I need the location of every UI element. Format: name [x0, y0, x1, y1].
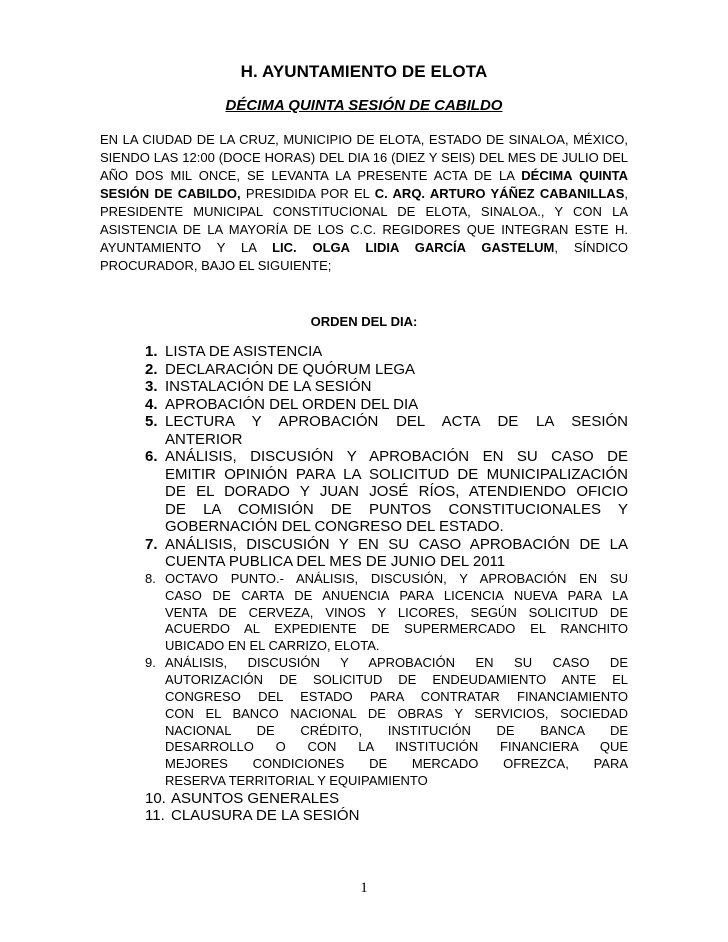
agenda-item	[145, 396, 628, 414]
agenda-item-line: VENTA DE CERVEZA, VINOS Y LICORES, SEGÚN SOLICITUD DE	[165, 604, 628, 620]
agenda-item-line: OCTAVO PUNTO.- ANÁLISIS, DISCUSIÓN, Y APROBACIÓN EN SU	[165, 571, 628, 586]
intro-paragraph	[100, 131, 628, 275]
agenda-item-line: NACIONAL DE CRÉDITO, INSTITUCIÓN DE BANCA DE	[165, 722, 628, 738]
agenda-item-number: 5.	[145, 413, 158, 430]
agenda-item-number: 7.	[145, 535, 158, 553]
agenda-item-number: 11.	[145, 807, 165, 825]
intro-text: , PRESIDENTE MUNICIPAL CONSTITUCIONAL DE ELOTA, SINALOA., Y CON LA ASISTENCIA DE LA MAYORÍA DE LOS C.C. REGIDORES QUE INTEGRAN ESTE H. AYUNTAMIENTO Y LA	[100, 186, 628, 255]
agenda-item-line: CLAUSURA DE LA SESIÓN	[171, 807, 360, 825]
intro-session-name: DÉCIMA QUINTA SESIÓN DE CABILDO,	[100, 168, 629, 201]
agenda-item-line: ANTERIOR	[165, 430, 243, 448]
agenda-item-line: AUTORIZACIÓN DE SOLICITUD DE ENDEUDAMIENTO ANTE EL	[165, 672, 628, 688]
agenda-list	[145, 343, 628, 825]
agenda-item-line: CASO DE CARTA DE ANUENCIA PARA LICENCIA NUEVA PARA LA	[165, 587, 628, 603]
agenda-title: ORDEN DEL DIA:	[310, 314, 418, 329]
agenda-item-line: LISTA DE ASISTENCIA	[165, 343, 323, 360]
agenda-item-text	[165, 655, 628, 789]
agenda-item-number: 8.	[145, 571, 156, 586]
agenda-item-line: INSTALACIÓN DE LA SESIÓN	[165, 378, 372, 395]
agenda-item-line: ACUERDO AL EXPEDIENTE DE SUPERMERCADO EL RANCHITO	[165, 621, 628, 637]
agenda-item-line: ANÁLISIS, DISCUSIÓN Y APROBACIÓN EN SU CASO DE	[165, 655, 628, 671]
agenda-item-text	[165, 343, 628, 361]
agenda-item	[145, 807, 628, 825]
intro-sindico-name: LIC. OLGA LIDIA GARCÍA GASTELUM	[272, 240, 555, 255]
agenda-item	[145, 571, 628, 655]
agenda-item-line: ANÁLISIS, DISCUSIÓN Y EN SU CASO APROBACIÓN DE LA	[165, 535, 628, 553]
agenda-item-line: CONGRESO DEL ESTADO PARA CONTRATAR FINANCIAMIENTO	[165, 689, 628, 705]
agenda-item-text	[165, 536, 628, 571]
agenda-item	[145, 361, 628, 379]
agenda-item-text	[165, 396, 628, 414]
agenda-item-number: 10.	[145, 789, 166, 807]
agenda-item-line: DE EL DORADO Y JUAN JOSÉ RÍOS, ATENDIENDO OFICIO	[165, 483, 628, 500]
agenda-item-line: LECTURA Y APROBACIÓN DEL ACTA DE LA SESIÓN	[165, 413, 628, 430]
agenda-item	[145, 448, 628, 536]
agenda-item-number: 4.	[145, 395, 158, 413]
agenda-item	[145, 378, 628, 396]
agenda-item	[145, 343, 628, 361]
agenda-item-line: UBICADO EN EL CARRIZO, ELOTA.	[165, 638, 380, 654]
agenda-item-line: ANÁLISIS, DISCUSIÓN Y APROBACIÓN EN SU CASO DE	[165, 448, 628, 465]
agenda-item	[145, 790, 628, 808]
agenda-item-text	[171, 807, 359, 825]
intro-text: PRESIDIDA POR EL	[240, 186, 375, 201]
document-title: H. AYUNTAMIENTO DE ELOTA	[240, 62, 488, 81]
agenda-item	[145, 655, 628, 789]
agenda-item-text	[165, 361, 628, 379]
intro-text: EN LA CIUDAD DE LA CRUZ, MUNICIPIO DE ELOTA, ESTADO DE SINALOA, MÉXICO, SIENDO LAS 12:00 (DOCE HORAS) DEL DIA 16 (DIEZ Y SEIS) DEL MES DE JULIO DEL AÑO DOS MIL ONCE, SE LEVANTA LA PRESENTE ACTA DE LA	[100, 132, 628, 183]
agenda-item-number: 3.	[145, 378, 158, 395]
agenda-item-line: GOBERNACIÓN DEL CONGRESO DEL ESTADO.	[165, 518, 504, 535]
agenda-item-line: APROBACIÓN DEL ORDEN DEL DIA	[165, 395, 419, 413]
agenda-item-line: EMITIR OPINIÓN PARA LA SOLICITUD DE MUNICIPALIZACIÓN	[165, 465, 628, 483]
agenda-item-text	[165, 413, 628, 448]
agenda-item-number: 6.	[145, 448, 158, 465]
agenda-item-number: 2.	[145, 360, 158, 378]
agenda-item-line: DECLARACIÓN DE QUÓRUM LEGA	[165, 360, 416, 378]
session-subtitle: DÉCIMA QUINTA SESIÓN DE CABILDO	[225, 97, 503, 114]
agenda-item-number: 1.	[145, 343, 158, 360]
agenda-item-text	[171, 790, 339, 808]
agenda-item-number: 9.	[145, 655, 156, 671]
agenda-item-text	[165, 571, 628, 655]
page-number: 1	[360, 880, 368, 896]
intro-text: , SÍNDICO PROCURADOR, BAJO EL SIGUIENTE;	[100, 240, 629, 273]
agenda-item-line: CUENTA PUBLICA DEL MES DE JUNIO DEL 2011	[165, 553, 506, 570]
agenda-item-line: ASUNTOS GENERALES	[171, 789, 340, 807]
agenda-item-line: CON EL BANCO NACIONAL DE OBRAS Y SERVICIOS, SOCIEDAD	[165, 705, 628, 721]
agenda-item-line: RESERVA TERRITORIAL Y EQUIPAMIENTO	[165, 773, 428, 789]
agenda-item	[145, 536, 628, 571]
agenda-item-text	[165, 448, 628, 536]
agenda-item	[145, 413, 628, 448]
intro-president-name: C. ARQ. ARTURO YÁÑEZ CABANILLAS	[374, 186, 625, 201]
agenda-item-line: DESARROLLO O CON LA INSTITUCIÓN FINANCIERA QUE	[165, 739, 628, 755]
agenda-item-line: DE LA COMISIÓN DE PUNTOS CONSTITUCIONALES Y	[165, 500, 628, 518]
agenda-item-text	[165, 378, 628, 396]
agenda-item-line: MEJORES CONDICIONES DE MERCADO OFREZCA, PARA	[165, 756, 628, 772]
